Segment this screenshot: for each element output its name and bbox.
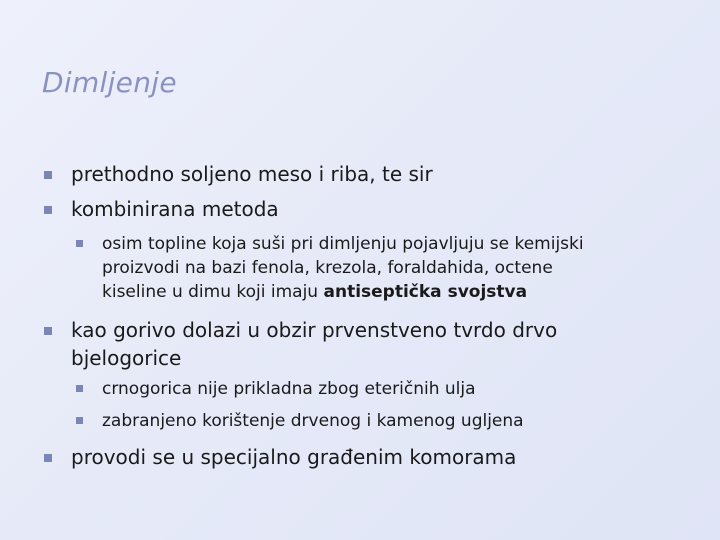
sub-bullet-line-2: proizvodi na bazi fenola, krezola, foraldahida, octene (102, 258, 553, 278)
slide-title: Dimljenje (42, 66, 177, 99)
square-bullet-icon (76, 240, 83, 247)
bullet-item-2 (71, 195, 279, 223)
square-bullet-icon (44, 206, 52, 214)
sub-bullet-line-3-text: kiseline u dimu koji imaju (102, 282, 324, 302)
sub-bullet-line-1: osim topline koja suši pri dimljenju pojavljuju se kemijski (102, 234, 584, 254)
square-bullet-icon (76, 417, 83, 424)
sub-bullet-item-1 (102, 232, 584, 304)
bullet-line-1: kao gorivo dolazi u obzir prvenstveno tvrdo drvo (71, 318, 558, 342)
sub-bullet-line-3 (102, 280, 584, 304)
square-bullet-icon (44, 327, 52, 335)
sub-bullet-item-2 (102, 377, 476, 401)
emphasis-text: antiseptička svojstva (323, 282, 528, 302)
bullet-text: prethodno soljeno meso i riba, te sir (71, 162, 433, 186)
bullet-line-2: bjelogorice (71, 346, 182, 370)
bullet-item-4 (71, 443, 516, 471)
sub-bullet-item-3 (102, 409, 524, 433)
bullet-text: crnogorica nije prikladna zbog eteričnih ulja (102, 379, 476, 399)
square-bullet-icon (76, 385, 83, 392)
bullet-text: kombinirana metoda (71, 197, 279, 221)
bullet-text: zabranjeno korištenje drvenog i kamenog ugljena (102, 411, 524, 431)
square-bullet-icon (44, 454, 52, 462)
bullet-item-1 (71, 160, 433, 188)
bullet-text: provodi se u specijalno građenim komorama (71, 445, 517, 469)
square-bullet-icon (44, 171, 52, 179)
bullet-item-3 (71, 316, 557, 372)
